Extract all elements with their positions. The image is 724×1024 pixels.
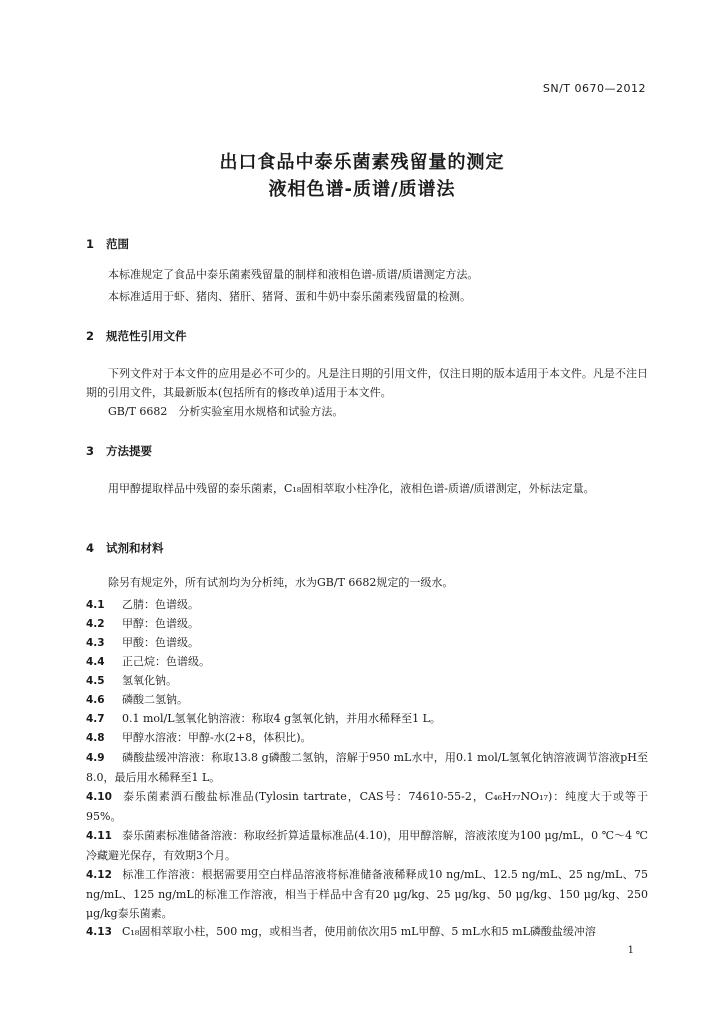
item-number: 4.2: [86, 618, 105, 630]
list-item: [86, 826, 648, 865]
section-heading-method-summary: [86, 443, 152, 459]
item-number: 4.5: [86, 675, 105, 687]
section-number: 3: [86, 444, 95, 458]
item-text: 甲酸：色谱级。: [122, 636, 199, 649]
list-item: [86, 923, 648, 941]
list-item: [86, 653, 648, 671]
list-item: [86, 634, 648, 652]
item-number: 4.8: [86, 732, 105, 744]
section-title: 方法提要: [106, 444, 152, 458]
item-text: 泰乐菌素酒石酸盐标准品(Tylosin tartrate，CAS号：74610-55-2，C₄₆H₇₇NO₁₇)：纯度大于或等于95%。: [86, 790, 648, 823]
item-text: 甲醇：色谱级。: [122, 617, 199, 630]
item-number: 4.6: [86, 694, 105, 706]
item-text: 乙腈：色谱级。: [122, 598, 199, 611]
item-number: 4.7: [86, 713, 105, 725]
standard-code: SN/T 0670—2012: [542, 82, 646, 95]
paragraph: 本标准适用于虾、猪肉、猪肝、猪肾、蛋和牛奶中泰乐菌素残留量的检测。: [108, 290, 471, 303]
section-number: 2: [86, 329, 95, 343]
item-number: 4.1: [86, 599, 105, 611]
list-item: [86, 865, 648, 923]
item-text: 泰乐菌素标准储备溶液：称取经折算适量标准品(4.10)，用甲醇溶解，溶液浓度为100 μg/mL，0 ℃～4 ℃冷藏避光保存，有效期3个月。: [86, 829, 648, 862]
item-text: 磷酸二氢钠。: [122, 693, 188, 706]
paragraph: GB/T 6682 分析实验室用水规格和试验方法。: [108, 405, 344, 418]
item-text: 标准工作溶液：根据需要用空白样品溶液将标准储备液稀释成10 ng/mL、12.5 ng/mL、25 ng/mL、75 ng/mL、125 ng/mL的标准工作溶液，相当于样品中含有20 μg/kg、25 μg/kg、50 μg/kg、150 μg/kg、250 μg/kg泰乐菌素。: [86, 868, 648, 920]
section-title: 范围: [106, 237, 129, 251]
paragraph: 除另有规定外，所有试剂均为分析纯，水为GB/T 6682规定的一级水。: [108, 576, 454, 589]
list-item: [86, 729, 648, 747]
section-title: 规范性引用文件: [106, 329, 187, 343]
page-number: 1: [627, 945, 634, 956]
list-item: [86, 787, 648, 826]
section-heading-scope: [86, 236, 129, 252]
item-number: 4.11: [86, 830, 112, 842]
list-item: [86, 748, 648, 787]
item-number: 4.10: [86, 791, 112, 803]
section-heading-reagents: [86, 540, 164, 556]
list-item: [86, 691, 648, 709]
section-title: 试剂和材料: [106, 541, 164, 555]
section-number: 4: [86, 541, 95, 555]
item-text: 磷酸盐缓冲溶液：称取13.8 g磷酸二氢钠，溶解于950 mL水中，用0.1 mol/L氢氧化钠溶液调节溶液pH至8.0，最后用水稀释至1 L。: [86, 751, 648, 784]
item-text: 氢氧化钠。: [122, 674, 177, 687]
section-heading-normative-references: [86, 328, 187, 344]
list-item: [86, 710, 648, 728]
item-number: 4.3: [86, 637, 105, 649]
item-number: 4.12: [86, 869, 112, 881]
paragraph: 用甲醇提取样品中残留的泰乐菌素，C₁₈固相萃取小柱净化，液相色谱-质谱/质谱测定，外标法定量。: [108, 482, 595, 495]
item-text: 甲醇水溶液：甲醇-水(2+8，体积比)。: [122, 731, 312, 744]
document-title: 出口食品中泰乐菌素残留量的测定: [219, 152, 505, 173]
item-number: 4.13: [86, 926, 112, 938]
paragraph: 本标准规定了食品中泰乐菌素残留量的制样和液相色谱-质谱/质谱测定方法。: [108, 268, 479, 281]
paragraph: 下列文件对于本文件的应用是必不可少的。凡是注日期的引用文件，仅注日期的版本适用于本文件。凡是不注日期的引用文件，其最新版本(包括所有的修改单)适用于本文件。: [86, 367, 648, 399]
item-text: 0.1 mol/L氢氧化钠溶液：称取4 g氢氧化钠，并用水稀释至1 L。: [122, 712, 441, 725]
section-number: 1: [86, 237, 95, 251]
item-text: 正己烷：色谱级。: [122, 655, 210, 668]
item-text: C₁₈固相萃取小柱，500 mg，或相当者，使用前依次用5 mL甲醇、5 mL水和5 mL磷酸盐缓冲溶: [122, 925, 596, 938]
list-item: [86, 615, 648, 633]
item-number: 4.9: [86, 752, 105, 764]
item-number: 4.4: [86, 656, 105, 668]
document-subtitle: 液相色谱-质谱/质谱法: [268, 179, 456, 200]
list-item: [86, 672, 648, 690]
list-item: [86, 596, 648, 614]
